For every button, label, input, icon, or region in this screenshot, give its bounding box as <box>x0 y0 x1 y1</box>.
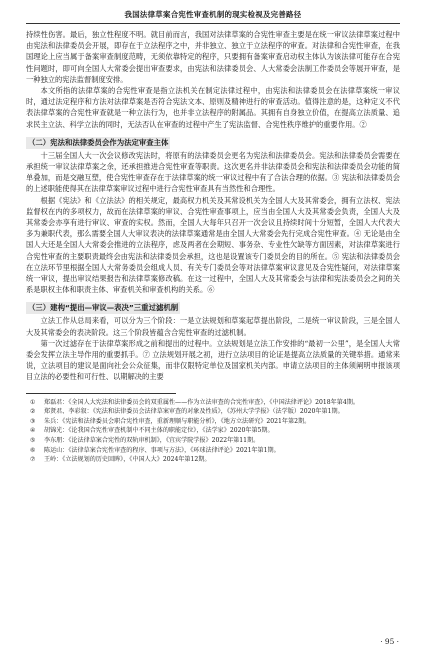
footnote-text: 朱兵：《宪法和法律委员会职合宪性审查，重新理顺与职能分析》，《地方立法研究》2021年第2期。 <box>44 417 311 425</box>
footnotes <box>26 398 400 465</box>
footnote-text: 郑贤君、李彩叙：《宪法和法律委员会法律草案审查的对象及性质》，《苏州大学学报》（法学版）2020年第1期。 <box>44 408 344 416</box>
footnote-text: 胡锦光：《论我国合宪性审查机制中不同主体的职能定位》，《法学家》2020年第5期。 <box>44 427 274 435</box>
footnote <box>26 398 400 408</box>
page-number: · 95 · <box>380 637 399 646</box>
footnote-mark: ④ <box>30 427 36 435</box>
section-heading: （二）宪法和法律委员会作为法定审查主体 <box>28 137 169 147</box>
footnote <box>26 436 400 446</box>
body-paragraph: 持续性伤害。最后，独立性程度不明。就目前而言，我国对法律草案的合宪性审查主要是在统一审议法律草案过程中由宪法和法律委员会开展，即存在于立法程序之中，并非独立、独立于立法程序的审查。对法律和合宪性审查，在我国理论上应当属于备案审查制度范畴，无须依靠特定的程序，只要拥有备案审查启动权主体认为该法律可能存在合宪性问题时，即可向全国人大常委会提出审查要求，由宪法和法律委员会、人大常委会法制工作委员会等展开审查，是一种独立的宪法监督制度安排。 <box>26 30 400 84</box>
footnote <box>26 407 400 417</box>
body-paragraph: 根据《宪法》和《立法法》的相关规定，最高权力机关及其常设机关为全国人大及其常委会，拥有立法权、宪法监督权在内的多项权力，故而在法律草案的审议、合宪性审查事项上，应当由全国人大及其常委会负责，全国人大及其常委会亦享有进行审议、审查的实权。然而，全国人大每年只召开一次会议且持续时间十分短暂，全国人大代表大多为兼职代表，那么需要全国人大审议表决的法律草案通常是由全国人大常委会先行完成合宪性审查。④ 无论是由全国人大还是全国人大常委会推进的立法程序，虑及两者在会期短、事务杂、专业性欠缺等方面因素，对法律草案进行合宪性审查的主要职责最终会由宪法和法律委员会承担，这也是设置该专门委员会的目的所在。⑤ 宪法和法律委员会在立法环节里根据全国人大常务委员会组成人员、有关专门委员会等对法律草案审议意见及合宪性疑问，对法律草案统一审议，提出审议结果报告和法律草案修改稿。在这一过程中，全国人大及其常委会与法律和宪法委员会之间的关系是职权主体和职责主体、审查机关和审查机构的关系。⑥ <box>26 195 400 295</box>
footnote <box>26 417 400 427</box>
footnote <box>26 455 400 465</box>
body-text <box>26 29 400 383</box>
running-header: 我国法律草案合宪性审查机制的现实检视及完善路径 <box>26 0 400 24</box>
footnote <box>26 446 400 456</box>
body-paragraph: 立法工作从总局来看，可以分为三个阶段：一是立法规划和草案起草提出阶段，二是统一审议阶段，三是全国人大及其常委会的表决阶段。这三个阶段皆蕴含合宪性审查的过滤机制。 <box>26 316 400 337</box>
footnote-text: 陈运山：《法律草案合宪性审查的程序、事项与方法》，《环球法律评论》2021年第1期。 <box>44 446 280 454</box>
footnote-text: 李东朋：《论法律草案合宪性的双轨审机制》，《宜宾学院学报》2022年第11期。 <box>44 437 260 445</box>
body-paragraph: 十三届全国人大一次会议修改宪法时，将原有的法律委员会更名为宪法和法律委员会。宪法和法律委员会需要在承担统一审议法律草案之余，还承担推进合宪性审查等职责。这次更名并非法律委员会和宪法和法律委员会功能的简单叠加，而是交融互塑，使合宪性审查存在于法律草案的统一审议过程中有了合法合理的依据。③ 宪法和法律委员会的上述职能使得其在法律草案审议过程中进行合宪性审查具有当然性和合理性。 <box>26 150 400 194</box>
footnote-divider <box>26 393 176 394</box>
footnote-mark: ⑥ <box>30 446 36 454</box>
body-paragraph: 第一次过滤存在于法律草案形成之前和提出的过程中。立法规划是立法工作安排的“最初一公里”，是全国人大常委会发挥立法主导作用的重要抓手。⑦ 立法规划开展之初，进行立法项目的论证是提高立法质量的关键举措。通常来说，立法项目的建议是面向社会公众征集，而非仅限特定单位及国家机关内部。申请立法项目的主体须阐明申报该项目立法的必要性和可行性、以期解决的主要 <box>26 338 400 382</box>
body-paragraph: 本文所指的法律草案的合宪性审查是指立法机关在制定法律过程中，由宪法和法律委员会在法律草案统一审议时，通过法定程序和方法对法律草案是否符合宪法文本、原则及精神进行的审查活动。值得注意的是，这种定义不代表法律草案的合宪性审查就是一种立法行为，也并非立法程序的附属品。其拥有自身独立价值，在提高立法质量、追求民主立法、科学立法的同时，无法否认在审查的过程中产生了宪法监督、合宪性秩序维护的重要作用。② <box>26 86 400 129</box>
footnote-text: 郑磊君：《全国人大宪法和法律委员会的双重属性——作为立法审查的合宪性审查》，《中国法律评论》2018年第4期。 <box>44 398 359 406</box>
footnote-mark: ① <box>30 398 36 406</box>
footnote <box>26 426 400 436</box>
footnote-mark: ③ <box>30 417 36 425</box>
footnote-mark: ⑤ <box>30 437 36 445</box>
footnote-mark: ⑦ <box>30 456 36 464</box>
footnote-mark: ② <box>30 408 36 416</box>
section-heading: （三）建构“提出—审议—表决”三重过滤机制 <box>28 303 179 313</box>
footnote-text: 王岭：《立法规划的历史回眸》，《中国人大》2024年第12期。 <box>44 456 211 464</box>
